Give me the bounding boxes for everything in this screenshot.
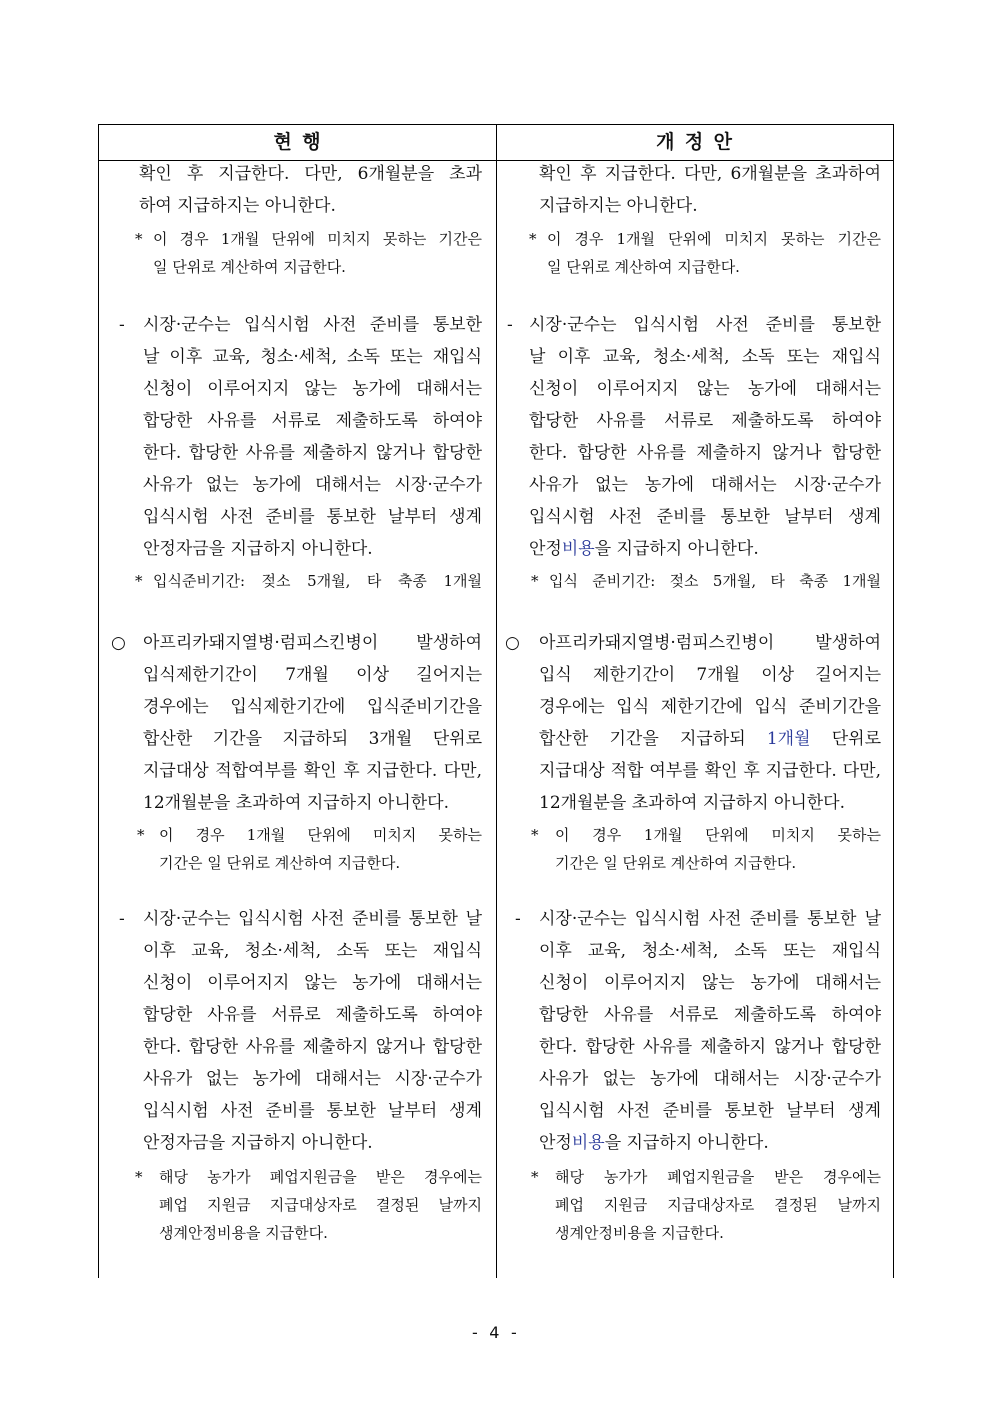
note-marker: * (137, 826, 145, 844)
text-line: 12개월분을 초과하여 지급하지 아니한다. (143, 793, 449, 813)
text-line: 한다. 합당한 사유를 제출하지 않거나 합당한 (539, 1037, 881, 1057)
text-line: 이후 교육, 청소·세척, 소독 또는 재입식 (143, 941, 482, 961)
text-line: 지급대상 적합 여부를 확인 후 지급한다. 다만, (539, 761, 881, 781)
revised-note-2 (555, 821, 881, 877)
text-line: 입식제한기간이 7개월 이상 길어지는 (143, 665, 482, 685)
revised-block-0 (539, 158, 881, 222)
text-line: 시장·군수는 입식시험 사전 준비를 통보한 날 (143, 909, 482, 929)
text-line: 지급하지는 아니한다. (539, 196, 698, 216)
note-line: 이 경우 1개월 단위에 미치지 못하는 (159, 826, 482, 844)
note-line: 해당 농가가 폐업지원금을 받은 경우에는 (159, 1168, 482, 1186)
note-line: 이 경우 1개월 단위에 미치지 못하는 (555, 826, 881, 844)
text-line: 하여 지급하지는 아니한다. (139, 196, 336, 216)
text-line (539, 1127, 881, 1159)
current-block-2 (143, 627, 482, 819)
bullet-marker: - (507, 315, 513, 335)
text-segment: 단위로 (810, 729, 882, 749)
text-line: 사유가 없는 농가에 대해서는 시장·군수가 (143, 475, 482, 495)
text-line: 신청이 이루어지지 않는 농가에 대해서는 (143, 379, 482, 399)
revised-note-0 (547, 225, 881, 281)
current-note-3 (159, 1163, 482, 1247)
text-line: 신청이 이루어지지 않는 농가에 대해서는 (529, 379, 881, 399)
text-line: 확인 후 지급한다. 다만, 6개월분을 초과하여 (539, 164, 881, 184)
note-line: 입식 준비기간: 젖소 5개월, 타 축종 1개월 (549, 572, 881, 590)
text-segment: 을 지급하지 아니한다. (594, 539, 759, 559)
text-line: 합당한 사유를 서류로 제출하도록 하여야 (143, 1005, 482, 1025)
bullet-marker: - (119, 315, 125, 335)
text-line: 합당한 사유를 서류로 제출하도록 하여야 (529, 411, 881, 431)
text-line: 한다. 합당한 사유를 제출하지 않거나 합당한 (143, 1037, 482, 1057)
note-marker: * (531, 572, 539, 590)
note-line: 폐업 지원금 지급대상자로 결정된 날까지 (159, 1196, 482, 1214)
text-line: 합산한 기간을 지급하되 3개월 단위로 (143, 729, 482, 749)
note-line: 이 경우 1개월 단위에 미치지 못하는 기간은 (153, 230, 482, 248)
text-line: 입식시험 사전 준비를 통보한 날부터 생계 (539, 1101, 881, 1121)
note-marker: * (135, 1168, 143, 1186)
note-line: 해당 농가가 폐업지원금을 받은 경우에는 (555, 1168, 881, 1186)
text-line: 이후 교육, 청소·세척, 소독 또는 재입식 (539, 941, 881, 961)
text-line: 사유가 없는 농가에 대해서는 시장·군수가 (143, 1069, 482, 1089)
bullet-marker: - (515, 909, 521, 929)
revised-block-2 (539, 627, 881, 819)
changed-text: 1개월 (766, 729, 811, 749)
text-line: 경우에는 입식제한기간에 입식준비기간을 (143, 697, 482, 717)
note-line: 기간은 일 단위로 계산하여 지급한다. (555, 854, 797, 872)
comparison-table (98, 124, 894, 1278)
text-line: 입식시험 사전 준비를 통보한 날부터 생계 (529, 507, 881, 527)
text-line: 12개월분을 초과하여 지급하지 아니한다. (539, 793, 845, 813)
revised-block-3 (539, 903, 881, 1159)
changed-text: 비용 (561, 539, 595, 559)
note-marker: * (135, 230, 143, 248)
text-line: 입식시험 사전 준비를 통보한 날부터 생계 (143, 1101, 482, 1121)
bullet-marker: - (119, 909, 125, 929)
text-segment: 합산한 기간을 지급하되 (539, 729, 767, 749)
note-marker: * (531, 826, 539, 844)
text-line: 합당한 사유를 서류로 제출하도록 하여야 (539, 1005, 881, 1025)
note-line: 일 단위로 계산하여 지급한다. (153, 258, 346, 276)
text-line: 입식시험 사전 준비를 통보한 날부터 생계 (143, 507, 482, 527)
text-line: 한다. 합당한 사유를 제출하지 않거나 합당한 (529, 443, 881, 463)
text-line: 경우에는 입식 제한기간에 입식 준비기간을 (539, 697, 881, 717)
note-line: 생계안정비용을 지급한다. (555, 1224, 724, 1242)
note-line: 생계안정비용을 지급한다. (159, 1224, 328, 1242)
text-line: 아프리카돼지열병·럼피스킨병이 발생하여 (539, 633, 881, 653)
header-revised: 개 정 안 (656, 131, 734, 153)
note-line: 이 경우 1개월 단위에 미치지 못하는 기간은 (547, 230, 881, 248)
text-segment: 안정 (529, 539, 562, 559)
text-line: 시장·군수는 입식시험 사전 준비를 통보한 (529, 315, 881, 335)
current-block-0 (139, 158, 482, 222)
current-note-2 (159, 821, 482, 877)
current-note-0 (153, 225, 482, 281)
text-line: 한다. 합당한 사유를 제출하지 않거나 합당한 (143, 443, 482, 463)
circle-bullet-icon: ○ (505, 633, 520, 653)
note-line: 일 단위로 계산하여 지급한다. (547, 258, 740, 276)
text-line: 안정자금을 지급하지 아니한다. (143, 1133, 373, 1153)
text-line: 시장·군수는 입식시험 사전 준비를 통보한 (143, 315, 482, 335)
current-column (99, 161, 496, 1278)
text-segment: 을 지급하지 아니한다. (604, 1133, 769, 1153)
revised-note-3 (555, 1163, 881, 1247)
revised-block-1 (529, 309, 881, 565)
text-line: 날 이후 교육, 청소·세척, 소독 또는 재입식 (529, 347, 881, 367)
text-line (529, 533, 881, 565)
text-segment: 안정 (539, 1133, 572, 1153)
text-line: 신청이 이루어지지 않는 농가에 대해서는 (143, 973, 482, 993)
revised-column (497, 161, 893, 1278)
revised-note-1 (549, 567, 881, 595)
text-line: 지급대상 적합여부를 확인 후 지급한다. 다만, (143, 761, 482, 781)
text-line: 시장·군수는 입식시험 사전 준비를 통보한 날 (539, 909, 881, 929)
text-line: 신청이 이루어지지 않는 농가에 대해서는 (539, 973, 881, 993)
circle-bullet-icon: ○ (111, 633, 126, 653)
current-block-1 (143, 309, 482, 565)
changed-text: 비용 (571, 1133, 605, 1153)
text-line: 합당한 사유를 서류로 제출하도록 하여야 (143, 411, 482, 431)
note-marker: * (135, 572, 143, 590)
text-line: 사유가 없는 농가에 대해서는 시장·군수가 (539, 1069, 881, 1089)
note-line: 폐업 지원금 지급대상자로 결정된 날까지 (555, 1196, 881, 1214)
text-line: 입식 제한기간이 7개월 이상 길어지는 (539, 665, 881, 685)
note-line: 입식준비기간: 젖소 5개월, 타 축종 1개월 (153, 572, 482, 590)
header-current: 현 행 (273, 131, 323, 153)
text-line: 날 이후 교육, 청소·세척, 소독 또는 재입식 (143, 347, 482, 367)
text-line: 사유가 없는 농가에 대해서는 시장·군수가 (529, 475, 881, 495)
text-line: 안정자금을 지급하지 아니한다. (143, 539, 373, 559)
text-line: 아프리카돼지열병·럼피스킨병이 발생하여 (143, 633, 482, 653)
text-line: 확인 후 지급한다. 다만, 6개월분을 초과 (139, 164, 482, 184)
page-number: - 4 - (472, 1323, 520, 1342)
note-marker: * (529, 230, 537, 248)
note-marker: * (531, 1168, 539, 1186)
text-line (539, 723, 881, 755)
current-note-1 (153, 567, 482, 595)
current-block-3 (143, 903, 482, 1159)
note-line: 기간은 일 단위로 계산하여 지급한다. (159, 854, 401, 872)
